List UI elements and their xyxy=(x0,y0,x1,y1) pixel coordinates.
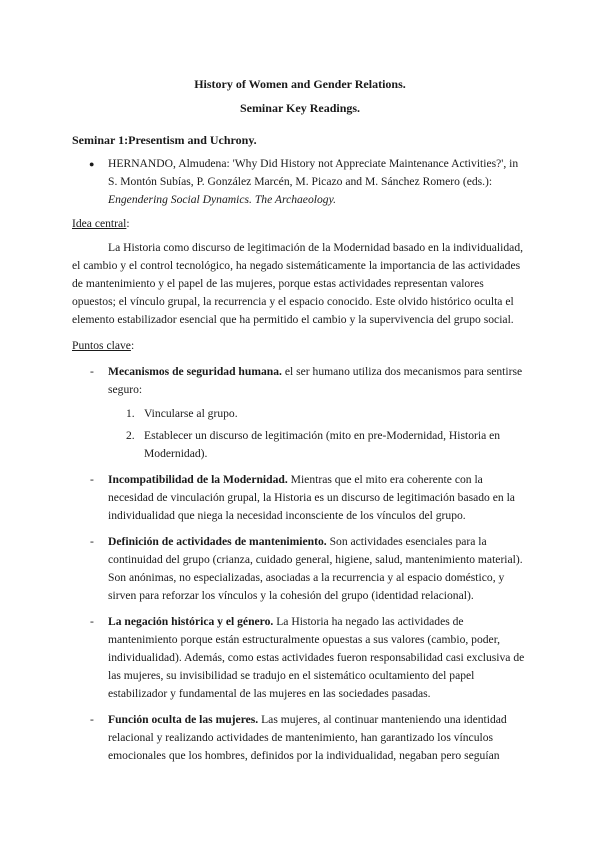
puntos-clave-label: Puntos clave xyxy=(72,339,131,352)
numbered-item xyxy=(72,427,528,463)
list-item xyxy=(72,613,528,703)
point-heading: Definición de actividades de mantenimiento. xyxy=(108,535,327,548)
item-text: Establecer un discurso de legitimación (mito en pre-Modernidad, Historia en Modernidad). xyxy=(144,429,501,460)
point-text: el ser humano utiliza dos mecanismos para sentirse seguro: xyxy=(108,365,523,396)
reading-reference xyxy=(72,155,528,209)
list-item xyxy=(72,471,528,525)
point-heading: Función oculta de las mujeres. xyxy=(108,713,259,726)
document-title: History of Women and Gender Relations. xyxy=(194,77,406,91)
dash-marker: - xyxy=(90,535,94,548)
point-heading: Mecanismos de seguridad humana. xyxy=(108,365,282,378)
dash-marker: - xyxy=(90,713,94,726)
list-item xyxy=(72,711,528,765)
point-text: Las mujeres, al continuar manteniendo una identidad relacional y realizando actividades de mantenimiento, han garantizado los vínculos emocionales que los hombres, definidos por la individualidad, negaban pero seguían xyxy=(108,713,507,762)
dash-marker: - xyxy=(90,365,94,378)
point-heading: Incompatibilidad de la Modernidad. xyxy=(108,473,288,486)
item-number: 1. xyxy=(126,407,135,420)
puntos-clave-colon: : xyxy=(130,339,135,352)
item-text: Vincularse al grupo. xyxy=(144,407,238,420)
list-item xyxy=(72,363,528,463)
numbered-item xyxy=(72,405,528,423)
idea-central-heading xyxy=(72,215,528,233)
dash-marker: - xyxy=(90,473,94,486)
idea-central-paragraph: La Historia como discurso de legitimación de la Modernidad basado en la individualidad, el cambio y el control tecnológico, ha negado sistemáticamente la importancia de las actividades de mantenimiento y el papel de las mujeres, porque estas actividades representan valores opuestos; el vínculo grupal, la recurrencia y el espacio conocido. Este olvido histórico oculta el elemento estabilizador esencial que ha permitido el cambio y la supervivencia del grupo social. xyxy=(72,241,524,326)
point-text: Son actividades esenciales para la continuidad del grupo (crianza, cuidado general, higiene, salud, mantenimiento material). Son anónimas, no especializadas, asociadas a la recurrencia y al espacio doméstico, y sirven para reforzar los vínculos y la cohesión del grupo (identidad relacional). xyxy=(108,535,523,602)
idea-central-label: Idea central xyxy=(72,217,127,230)
puntos-clave-heading xyxy=(72,337,528,355)
reference-book-title: Engendering Social Dynamics. The Archaeology. xyxy=(108,193,336,206)
point-heading: La negación histórica y el género. xyxy=(108,615,274,628)
point-text: Mientras que el mito era coherente con la necesidad de vinculación grupal, la Historia es un discurso de legitimación basado en la individualidad que niega la necesidad inconsciente de los vínculos del grupo. xyxy=(108,473,515,522)
list-item xyxy=(72,533,528,605)
item-number: 2. xyxy=(126,429,135,442)
point-text: La Historia ha negado las actividades de mantenimiento porque están estructuralmente opuestas a sus valores (cambio, poder, individualidad). Además, como estas actividades fueron responsabilidad casi exclusiva de las mujeres, su invisibilidad se tradujo en el sistemático ocultamiento del papel estabilizador y fundamental de las mujeres en las sociedades pasadas. xyxy=(108,615,525,700)
idea-central-colon: : xyxy=(126,217,130,230)
reference-text: HERNANDO, Almudena: 'Why Did History not Appreciate Maintenance Activities?', in S. Montón Subías, P. González Marcén, M. Picazo and M. Sánchez Romero (eds.): xyxy=(108,157,519,188)
seminar-heading: Seminar 1:Presentism and Uchrony. xyxy=(72,133,257,147)
document-subtitle: Seminar Key Readings. xyxy=(239,101,361,115)
bullet-icon: ● xyxy=(89,159,95,169)
numbered-sublist xyxy=(72,405,528,463)
dash-marker: - xyxy=(90,615,94,628)
document-page xyxy=(72,74,528,765)
key-points-list xyxy=(72,363,528,765)
